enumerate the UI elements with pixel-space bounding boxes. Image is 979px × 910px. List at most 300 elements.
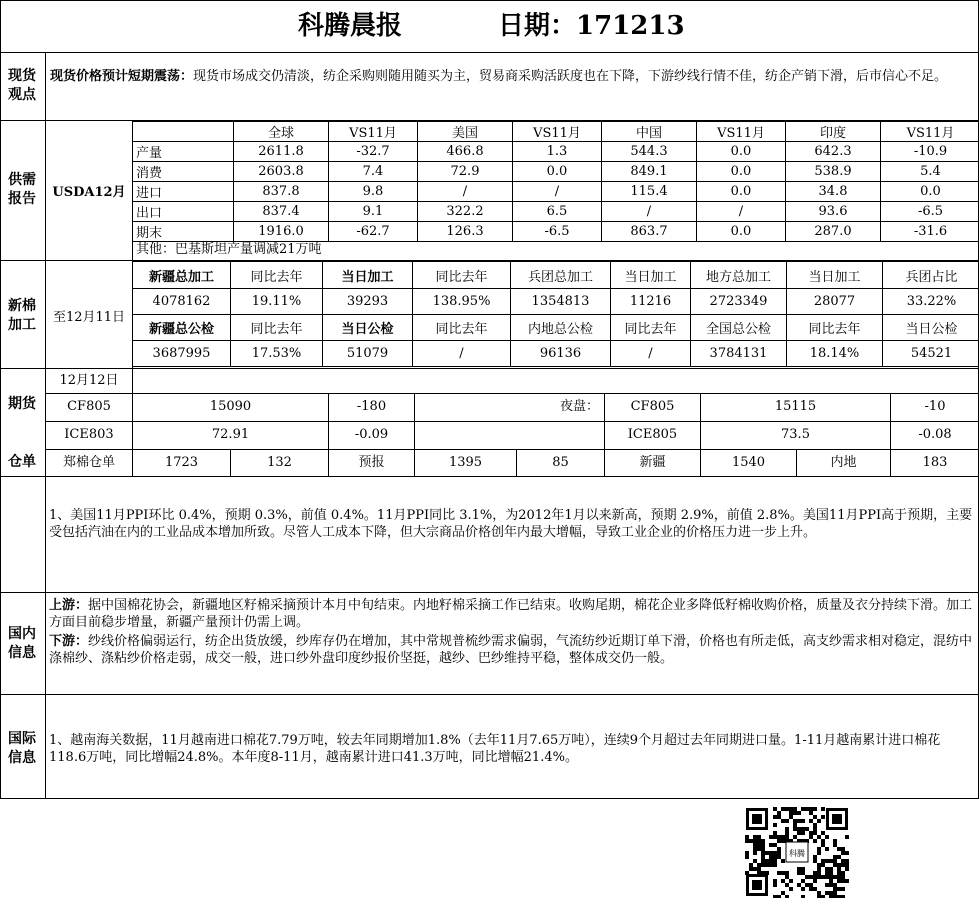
divider — [46, 421, 979, 422]
qr-module — [749, 863, 753, 867]
usda-cell: 837.4 — [234, 202, 329, 222]
intl-paragraph: 1、越南海关数据，11月越南进口棉花7.79万吨，较去年同期增加1.8%（去年11月7.65万吨），连续9个月超过去年同期进口量。1-11月越南累计进口棉花118.6万吨，同比增幅24.8%。本年度8-11月，越南累计进口41.3万吨，同比增幅21.4%。 — [49, 733, 941, 765]
macro-paragraph: 1、美国11月PPI环比 0.4%，预期 0.3%，前值 0.4%。11月PPI同比 3.1%，为2012年1月以来新高，预期 2.9%，前值 2.8%。美国11月PPI高于预期，主要受包括汽油在内的工业品成本增加所致。尽管人工成本下降，但大宗商品价格创年内最大增幅，导致工业企业的价格压力进一步上升。 — [49, 508, 973, 540]
qr-module — [841, 879, 845, 883]
qr-module — [841, 887, 845, 891]
cotton-cell: 3784131 — [691, 341, 787, 367]
usda-cell: 0.0 — [513, 162, 602, 182]
qr-module — [781, 871, 785, 875]
qr-module — [781, 835, 785, 839]
cotton-head-cell: 同比去年 — [231, 315, 323, 341]
warehouse-cell: 85 — [552, 455, 569, 470]
qr-module — [813, 855, 817, 859]
qr-module — [821, 807, 825, 811]
cotton-cell: 54521 — [883, 341, 979, 367]
qr-module — [777, 851, 781, 855]
cotton-cell: 17.53% — [231, 341, 323, 367]
qr-module — [781, 891, 785, 895]
domestic-upstream — [49, 597, 975, 631]
qr-module — [765, 859, 769, 863]
qr-module — [837, 863, 841, 867]
qr-module — [833, 843, 837, 847]
spot-label: 现货观点 — [8, 68, 36, 103]
cotton-row1-vals — [133, 289, 979, 315]
qr-module — [841, 863, 845, 867]
usda-cell: -31.6 — [881, 222, 979, 242]
qr-module — [841, 871, 845, 875]
ice-change: -0.09 — [354, 427, 389, 442]
divider — [414, 393, 415, 449]
usda-col-header: 中国 — [602, 122, 697, 142]
usda-note: 其他：巴基斯坦产量调减21万吨 — [136, 242, 322, 257]
qr-module — [745, 855, 749, 859]
qr-module — [829, 867, 833, 871]
cotton-cell: 4078162 — [133, 289, 231, 315]
usda-cell: 2611.8 — [234, 142, 329, 162]
divider — [0, 592, 979, 593]
qr-module — [809, 835, 813, 839]
qr-module — [785, 875, 789, 879]
usda-col-header: VS11月 — [329, 122, 418, 142]
qr-module — [845, 851, 849, 855]
qr-module — [809, 883, 813, 887]
qr-module — [833, 863, 837, 867]
qr-module — [761, 859, 765, 863]
qr-module — [757, 847, 761, 851]
supply-label: 供需报告 — [8, 172, 36, 207]
qr-module — [781, 819, 785, 823]
qr-module — [785, 827, 789, 831]
qr-module — [757, 843, 761, 847]
warehouse-cell: 郑棉仓单 — [62, 455, 115, 470]
cotton-cell: 1354813 — [511, 289, 611, 315]
qr-module — [809, 811, 813, 815]
qr-module — [813, 823, 817, 827]
usda-cell: 7.4 — [329, 162, 418, 182]
qr-module — [773, 859, 777, 863]
qr-module — [833, 887, 837, 891]
divider — [0, 368, 979, 369]
cotton-head-cell: 新疆总加工 — [133, 262, 231, 289]
qr-module — [809, 807, 813, 811]
qr-module — [773, 807, 777, 811]
qr-module — [825, 835, 829, 839]
qr-module — [845, 835, 849, 839]
qr-module — [821, 815, 825, 819]
qr-module — [829, 875, 833, 879]
qr-module — [761, 851, 765, 855]
qr-module — [757, 835, 761, 839]
qr-module — [829, 879, 833, 883]
qr-module — [817, 891, 821, 895]
qr-module — [825, 883, 829, 887]
downstream-title: 下游： — [49, 634, 89, 649]
qr-module — [797, 827, 801, 831]
spot-text: 现货市场成交仍清淡，纺企采购则随用随买为主，贸易商采购活跃度也在下降，下游纱线行情不佳，纺企产销下滑，后市信心不足。 — [193, 69, 948, 84]
ice-price: 72.91 — [211, 427, 250, 442]
qr-module — [821, 895, 825, 898]
qr-module — [761, 855, 765, 859]
qr-module — [753, 859, 757, 863]
usda-cell: / — [513, 182, 602, 202]
qr-module — [809, 819, 813, 823]
usda-col-header: 美国 — [418, 122, 513, 142]
qr-module — [801, 879, 805, 883]
qr-module — [777, 895, 781, 898]
qr-module — [845, 859, 849, 863]
qr-module — [777, 855, 781, 859]
cotton-head-cell: 兵团总加工 — [511, 262, 611, 289]
usda-cell: / — [602, 202, 697, 222]
usda-cell: -6.5 — [513, 222, 602, 242]
usda-cell: 544.3 — [602, 142, 697, 162]
domestic-downstream — [49, 633, 975, 667]
usda-cell: 115.4 — [602, 182, 697, 202]
cotton-cell: 19.11% — [231, 289, 323, 315]
qr-module — [845, 879, 849, 883]
qr-module — [773, 831, 777, 835]
qr-module — [845, 867, 849, 871]
warehouse-cell: 183 — [922, 455, 948, 470]
qr-module — [785, 895, 789, 898]
qr-module — [773, 863, 777, 867]
usda-cell: 9.8 — [329, 182, 418, 202]
cotton-cell: 11216 — [611, 289, 691, 315]
night-session-label: 夜盘： — [560, 399, 600, 414]
ice-contract: ICE803 — [64, 427, 114, 442]
qr-module — [777, 811, 781, 815]
usda-row — [133, 182, 979, 202]
qr-module — [773, 895, 777, 898]
qr-module — [837, 887, 841, 891]
divider — [46, 393, 979, 394]
usda-cell: 322.2 — [418, 202, 513, 222]
qr-module — [797, 883, 801, 887]
usda-col-header: 印度 — [786, 122, 881, 142]
usda-cell: 642.3 — [786, 142, 881, 162]
cf-contract: CF805 — [67, 399, 111, 414]
cotton-head-cell: 当日加工 — [611, 262, 691, 289]
usda-cell: / — [697, 202, 786, 222]
usda-cell: 538.9 — [786, 162, 881, 182]
qr-module — [821, 843, 825, 847]
qr-module — [781, 859, 785, 863]
qr-module — [753, 839, 757, 843]
qr-module — [813, 887, 817, 891]
cotton-label: 新棉加工 — [8, 298, 36, 333]
divider — [46, 449, 979, 450]
qr-module — [777, 847, 781, 851]
qr-module — [809, 831, 813, 835]
qr-module — [769, 851, 773, 855]
report-date: 日期：171213 — [498, 11, 685, 41]
qr-module — [777, 835, 781, 839]
qr-module — [753, 835, 757, 839]
usda-cell: / — [418, 182, 513, 202]
qr-module — [837, 895, 841, 898]
qr-module — [765, 851, 769, 855]
warehouse-cell: 1395 — [448, 455, 483, 470]
usda-cell: -10.9 — [881, 142, 979, 162]
qr-module — [821, 839, 825, 843]
qr-module — [821, 875, 825, 879]
qr-module — [773, 843, 777, 847]
qr-module — [785, 871, 789, 875]
qr-module — [753, 867, 757, 871]
intl-label: 国际信息 — [8, 731, 36, 766]
qr-module — [845, 863, 849, 867]
qr-module — [801, 831, 805, 835]
qr-module — [773, 815, 777, 819]
cotton-row2-vals — [133, 341, 979, 367]
qr-module — [833, 891, 837, 895]
qr-module — [817, 819, 821, 823]
qr-module — [773, 883, 777, 887]
qr-module — [829, 883, 833, 887]
qr-module — [821, 859, 825, 863]
qr-module — [785, 835, 789, 839]
cotton-cell: 96136 — [511, 341, 611, 367]
usda-cell: 287.0 — [786, 222, 881, 242]
qr-module — [817, 851, 821, 855]
spot-paragraph — [50, 68, 974, 85]
qr-module — [817, 871, 821, 875]
cotton-head-cell: 同比去年 — [413, 315, 511, 341]
usda-cell: 1.3 — [513, 142, 602, 162]
upstream-text: 据中国棉花协会，新疆地区籽棉采摘预计本月中旬结束。内地籽棉采摘工作已结束。收购尾期，棉花企业多降低籽棉收购价格，质量及衣分持续下滑。加工方面目前稳步增量，新疆产量预计仍需上调。 — [49, 598, 973, 630]
cotton-head-cell: 当日加工 — [787, 262, 883, 289]
cotton-cell: 2723349 — [691, 289, 787, 315]
cotton-cell: 28077 — [787, 289, 883, 315]
qr-module — [805, 827, 809, 831]
qr-module — [833, 895, 837, 898]
cotton-date: 至12月11日 — [52, 309, 126, 325]
usda-row — [133, 162, 979, 182]
cotton-head-cell: 全国总公检 — [691, 315, 787, 341]
qr-module — [805, 875, 809, 879]
usda-row-label: 消费 — [133, 162, 234, 182]
qr-module — [773, 879, 777, 883]
usda-cell: 0.0 — [697, 222, 786, 242]
usda-cell: 93.6 — [786, 202, 881, 222]
cotton-head-cell: 同比去年 — [231, 262, 323, 289]
qr-module — [749, 867, 753, 871]
qr-module — [745, 835, 749, 839]
qr-module — [753, 851, 757, 855]
qr-module — [841, 895, 845, 898]
qr-module — [789, 887, 793, 891]
qr-module — [789, 811, 793, 815]
qr-module — [841, 847, 845, 851]
qr-module — [773, 835, 777, 839]
qr-module — [793, 811, 797, 815]
downstream-text: 纱线价格偏弱运行，纺企出货放缓，纱库存仍在增加，其中常规普梳纱需求偏弱，气流纺纱近期订单下滑，价格也有所走低，高支纱需求相对稳定，混纺中涤棉纱、涤粘纱价格走弱，成交一般，进口纱外盘印度纱报价坚挺，越纱、巴纱维持平稳，整体成交仍一般。 — [49, 634, 973, 666]
usda-cell: 72.9 — [418, 162, 513, 182]
warehouse-cell: 1540 — [731, 455, 766, 470]
qr-module — [825, 875, 829, 879]
qr-module — [817, 867, 821, 871]
night-ice-contract: ICE805 — [627, 427, 678, 442]
cotton-head-cell: 同比去年 — [787, 315, 883, 341]
qr-module — [777, 815, 781, 819]
qr-module — [757, 839, 761, 843]
cotton-head-cell: 当日加工 — [323, 262, 413, 289]
qr-module — [813, 827, 817, 831]
usda-cell: 2603.8 — [234, 162, 329, 182]
qr-module — [813, 871, 817, 875]
cotton-cell: 33.22% — [883, 289, 979, 315]
qr-module — [837, 871, 841, 875]
qr-module — [757, 863, 761, 867]
usda-cell: 1916.0 — [234, 222, 329, 242]
qr-module — [769, 859, 773, 863]
usda-cell: 837.8 — [234, 182, 329, 202]
report-title: 科腾晨报 — [298, 11, 403, 41]
qr-module — [825, 867, 829, 871]
usda-row — [133, 202, 979, 222]
qr-module — [785, 807, 789, 811]
cotton-head-cell: 地方总加工 — [691, 262, 787, 289]
usda-cell: 34.8 — [786, 182, 881, 202]
qr-module — [833, 855, 837, 859]
domestic-label: 国内信息 — [8, 626, 36, 661]
cotton-row2-head — [133, 315, 979, 341]
qr-module — [801, 871, 805, 875]
usda-cell: 5.4 — [881, 162, 979, 182]
usda-cell: 126.3 — [418, 222, 513, 242]
qr-module — [817, 875, 821, 879]
usda-header-row — [133, 122, 979, 142]
cotton-cell: / — [413, 341, 511, 367]
divider — [0, 476, 979, 477]
usda-row — [133, 142, 979, 162]
cotton-head-cell: 当日公检 — [883, 315, 979, 341]
qr-module — [809, 887, 813, 891]
qr-code-image — [744, 806, 850, 898]
usda-row-label: 进口 — [133, 182, 234, 202]
qr-module — [761, 847, 765, 851]
qr-module — [793, 807, 797, 811]
qr-module — [833, 875, 837, 879]
usda-row — [133, 222, 979, 242]
qr-module — [789, 879, 793, 883]
qr-module — [821, 831, 825, 835]
qr-module — [833, 883, 837, 887]
qr-module — [813, 831, 817, 835]
qr-module — [817, 863, 821, 867]
cotton-row1-head — [133, 262, 979, 289]
cotton-table — [132, 261, 979, 367]
qr-module — [805, 883, 809, 887]
warehouse-cell: 132 — [267, 455, 292, 470]
qr-module — [789, 807, 793, 811]
qr-module — [785, 831, 789, 835]
usda-cell: 9.1 — [329, 202, 418, 222]
report-header — [0, 0, 979, 53]
usda-cell: 0.0 — [697, 182, 786, 202]
qr-module — [797, 831, 801, 835]
qr-module — [801, 819, 805, 823]
qr-module — [829, 859, 833, 863]
qr-module — [841, 859, 845, 863]
qr-module — [781, 879, 785, 883]
usda-row-label: 产量 — [133, 142, 234, 162]
cotton-head-cell: 同比去年 — [611, 315, 691, 341]
usda-table — [132, 121, 979, 242]
qr-module — [793, 823, 797, 827]
night-ice-price: 73.5 — [781, 427, 810, 442]
qr-module — [773, 855, 777, 859]
qr-module — [769, 863, 773, 867]
upstream-title: 上游： — [49, 598, 89, 613]
warehouse-cell: 预报 — [358, 455, 385, 470]
qr-module — [829, 871, 833, 875]
night-cf-change: -10 — [924, 399, 946, 414]
usda-cell: 863.7 — [602, 222, 697, 242]
qr-module — [813, 879, 817, 883]
usda-row-label: 出口 — [133, 202, 234, 222]
cf-change: -180 — [356, 399, 387, 414]
qr-module — [777, 839, 781, 843]
qr-module — [841, 875, 845, 879]
qr-module — [817, 835, 821, 839]
qr-module — [753, 847, 757, 851]
warehouse-cell: 1723 — [164, 455, 199, 470]
qr-module — [825, 847, 829, 851]
usda-cell: -32.7 — [329, 142, 418, 162]
qr-module — [769, 855, 773, 859]
qr-module — [781, 839, 785, 843]
qr-module — [801, 867, 805, 871]
qr-module — [837, 855, 841, 859]
qr-module — [833, 859, 837, 863]
usda-cell: -62.7 — [329, 222, 418, 242]
qr-module — [761, 863, 765, 867]
cotton-cell: 51079 — [323, 341, 413, 367]
qr-module — [745, 839, 749, 843]
usda-cell: 849.1 — [602, 162, 697, 182]
futures-date: 12月12日 — [59, 373, 119, 388]
qr-module — [813, 859, 817, 863]
night-ice-change: -0.08 — [918, 427, 952, 442]
spot-headline: 现货价格预计短期震荡： — [50, 69, 194, 84]
qr-module — [837, 875, 841, 879]
qr-module — [833, 839, 837, 843]
qr-module — [773, 851, 777, 855]
qr-module — [801, 827, 805, 831]
qr-module — [837, 879, 841, 883]
qr-module — [781, 807, 785, 811]
usda-col-header: VS11月 — [881, 122, 979, 142]
qr-module — [773, 823, 777, 827]
usda-col-header: VS11月 — [513, 122, 602, 142]
qr-module — [797, 819, 801, 823]
qr-module — [785, 819, 789, 823]
qr-module — [761, 839, 765, 843]
qr-module — [805, 807, 809, 811]
usda-col-header: VS11月 — [697, 122, 786, 142]
cotton-head-cell: 内地总公检 — [511, 315, 611, 341]
cotton-cell: 3687995 — [133, 341, 231, 367]
qr-module — [829, 891, 833, 895]
cotton-head-cell: 新疆总公检 — [133, 315, 231, 341]
qr-module — [801, 887, 805, 891]
qr-module — [821, 863, 825, 867]
qr-module — [797, 867, 801, 871]
qr-module — [817, 847, 821, 851]
cotton-cell: / — [611, 341, 691, 367]
qr-module — [841, 851, 845, 855]
